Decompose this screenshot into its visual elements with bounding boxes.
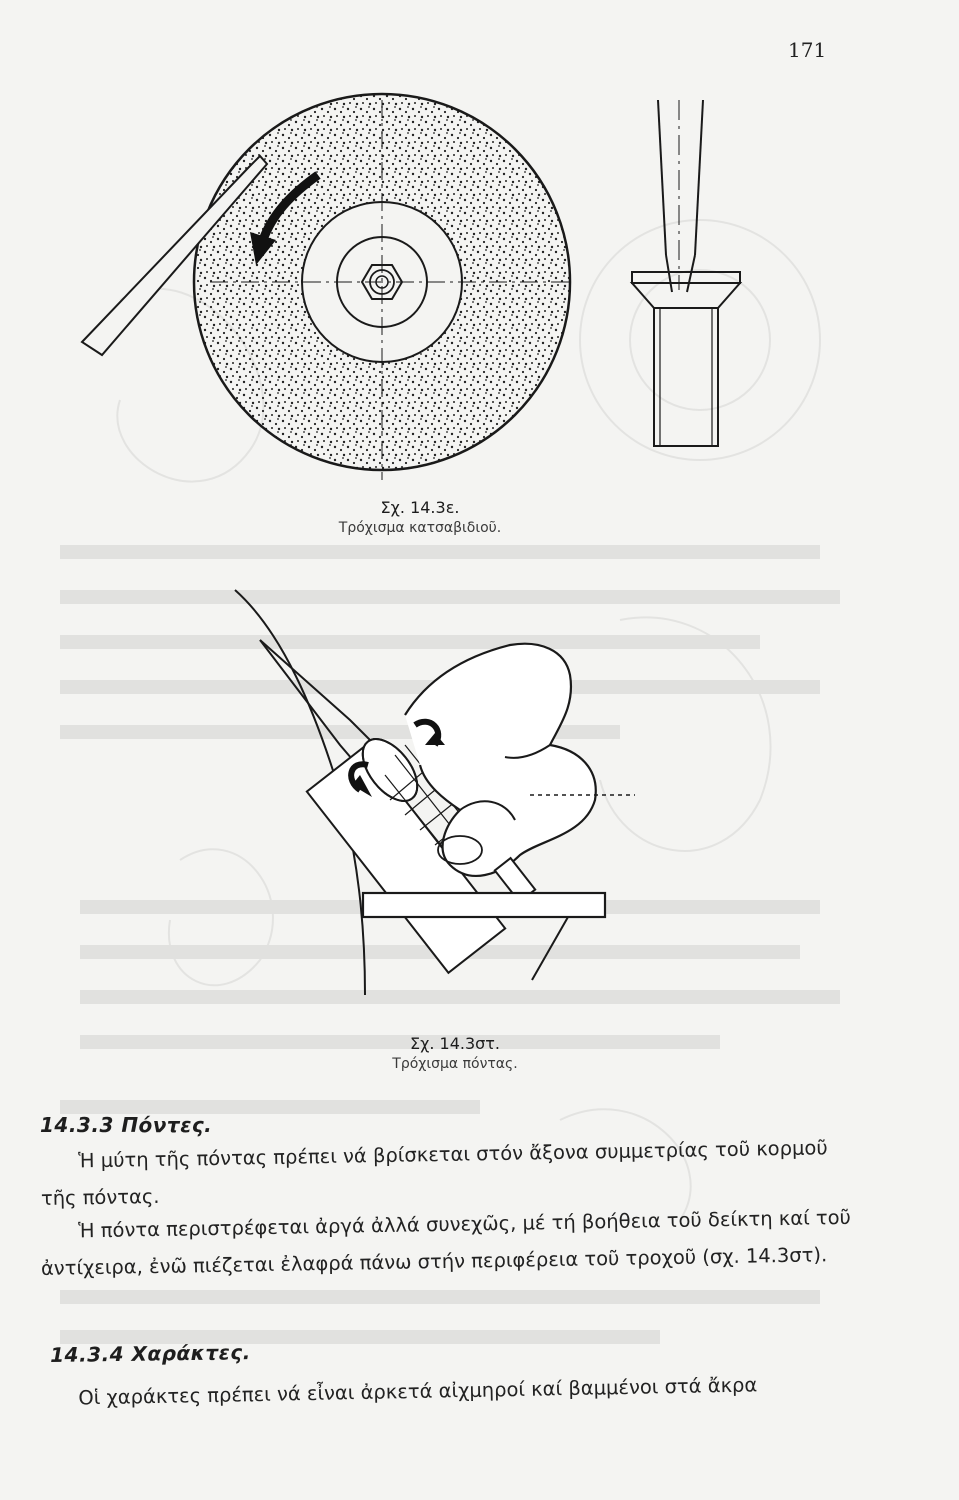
figure-caption-14-3st <box>305 1033 605 1073</box>
figure-punch-grinding <box>220 585 640 995</box>
section-heading: 14.3.3 Πόντες. <box>40 1113 213 1137</box>
figure-title: Τρόχισμα κατσαβιδιοῦ. <box>338 519 502 536</box>
figure-title: Τρόχισμα πόντας. <box>392 1055 518 1072</box>
figure-number: Σχ. 14.3στ. <box>409 1034 500 1053</box>
section-heading: 14.3.4 Χαράκτες. <box>50 1340 251 1367</box>
figure-number: Σχ. 14.3ε. <box>380 498 460 517</box>
paragraph: Ἡ μύτη τῆς πόντας πρέπει νά βρίσκεται στόν ἄξονα συμμετρίας τοῦ κορμοῦ τῆς πόντας. <box>40 1136 828 1211</box>
paragraph: Οἱ χαράκτες πρέπει νά εἶναι ἀρκετά αἰχμηροί καί βαμμένοι στά ἄκρα <box>78 1373 758 1410</box>
paragraph: Ἡ πόντα περιστρέφεται ἀργά ἀλλά συνεχῶς, μέ τή βοήθεια τοῦ δείκτη καί τοῦ ἀντίχειρα, ἐνῶ πιέζεται ἐλαφρά πάνω στήν περιφέρεια τοῦ τροχοῦ (σχ. 14.3στ). <box>40 1205 852 1281</box>
figure-caption-14-3e <box>270 497 570 537</box>
tool-rest <box>363 893 605 917</box>
screw-drawing <box>632 100 740 446</box>
figure-screwdriver-grinding <box>60 80 780 480</box>
page-number: 171 <box>788 38 827 62</box>
